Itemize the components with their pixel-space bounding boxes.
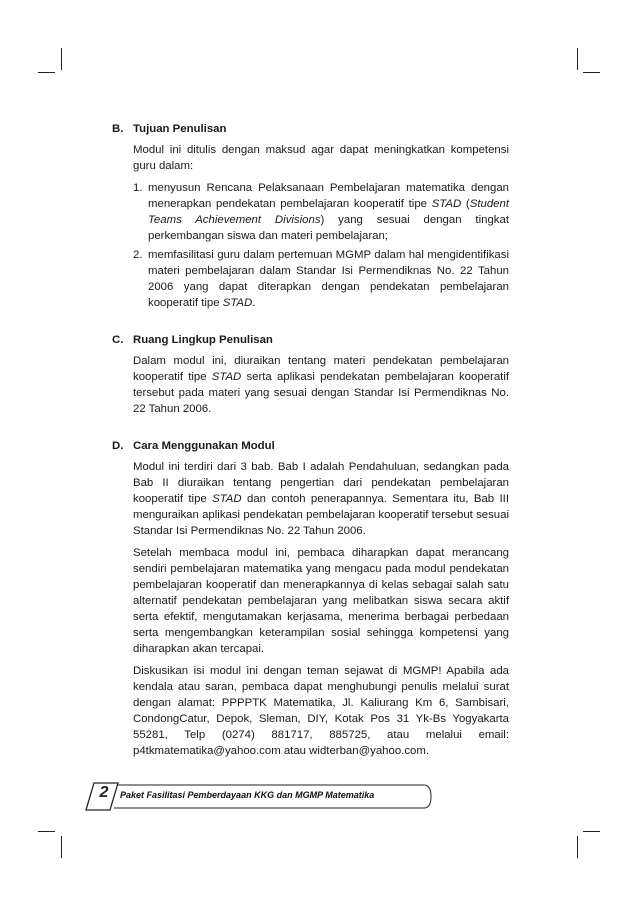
crop-mark: [61, 48, 62, 70]
section-title: Tujuan Penulisan: [133, 123, 227, 135]
crop-mark: [61, 836, 62, 858]
section-letter: B.: [112, 123, 124, 135]
section-heading: [112, 122, 509, 137]
section-ruang-lingkup: [112, 333, 509, 417]
crop-mark: [38, 72, 55, 73]
section-heading: [112, 439, 509, 454]
paragraph: Modul ini terdiri dari 3 bab. Bab I adalah Pendahuluan, sedangkan pada Bab II diuraikan tentang pengertian dari pendekatan pembelajaran kooperatif tipe STAD dan contoh penerapannya. Sementara itu, Bab III menguraikan aplikasi pendekatan pembelajaran kooperatif tersebut sesuai Standar Isi Permendiknas No. 22 Tahun 2006.: [133, 461, 509, 537]
section-cara-menggunakan: [112, 439, 509, 759]
crop-mark: [583, 72, 600, 73]
page-content: [112, 122, 509, 781]
page-footer: [84, 782, 434, 812]
list-number: 1.: [133, 182, 143, 194]
section-intro: Modul ini ditulis dengan maksud agar dapat meningkatkan kompetensi guru dalam:: [133, 144, 509, 172]
crop-mark: [577, 48, 578, 70]
list-item: [133, 247, 509, 311]
list-item: [133, 180, 509, 244]
section-title: Ruang Lingkup Penulisan: [133, 334, 273, 346]
crop-mark: [38, 831, 55, 832]
footer-title: Paket Fasilitasi Pemberdayaan KKG dan MGMP Matematika: [120, 790, 375, 800]
paragraph: Dalam modul ini, diuraikan tentang materi pendekatan pembelajaran kooperatif tipe STAD serta aplikasi pendekatan pembelajaran kooperatif tersebut pada materi yang sesuai dengan Standar Isi Permendiknas No. 22 Tahun 2006.: [133, 355, 510, 415]
crop-mark: [583, 831, 600, 832]
list-text: menyusun Rencana Pelaksanaan Pembelajaran matematika dengan menerapkan pendekatan pembelajaran kooperatif tipe STAD (Student Teams Achievement Divisions) yang sesuai dengan tingkat perkembangan siswa dan materi pembelajaran;: [148, 182, 509, 242]
section-heading: [112, 333, 509, 348]
paragraph: Setelah membaca modul ini, pembaca diharapkan dapat merancang sendiri pembelajaran matematika yang mengacu pada modul pendekatan pembelajaran kooperatif dan menerapkannya di kelas sebagai salah satu alternatif pendekatan pembelajaran yang melibatkan siswa secara aktif serta efektif, mengutamakan kerjasama, menerima berbagai perbedaan serta mengembangkan keterampilan sosial sehingga kompetensi yang diharapkan akan tercapai.: [133, 547, 509, 655]
list-number: 2.: [133, 249, 143, 261]
section-letter: C.: [112, 334, 124, 346]
section-tujuan-penulisan: [112, 122, 509, 311]
page-number: 2: [99, 784, 109, 801]
paragraph: Diskusikan isi modul ini dengan teman sejawat di MGMP! Apabila ada kendala atau saran, pembaca dapat menghubungi penulis melalui surat dengan alamat: PPPPTK Matematika, Jl. Kaliurang Km 6, Sambisari, CondongCatur, Depok, Sleman, DIY, Kotak Pos 31 Yk-Bs Yogyakarta 55281, Telp (0274) 881717, 885725, atau melalui email: p4tkmatematika@yahoo.com atau widterban@yahoo.com.: [133, 665, 509, 757]
list-text: memfasilitasi guru dalam pertemuan MGMP dalam hal mengidentifikasi materi pembelajaran dalam Standar Isi Permendiknas No. 22 Tahun 2006 yang dapat diterapkan dengan pendekatan pembelajaran kooperatif tipe STAD.: [148, 249, 509, 309]
section-letter: D.: [112, 440, 124, 452]
objective-list: [133, 180, 509, 311]
section-title: Cara Menggunakan Modul: [133, 440, 275, 452]
crop-mark: [577, 836, 578, 858]
